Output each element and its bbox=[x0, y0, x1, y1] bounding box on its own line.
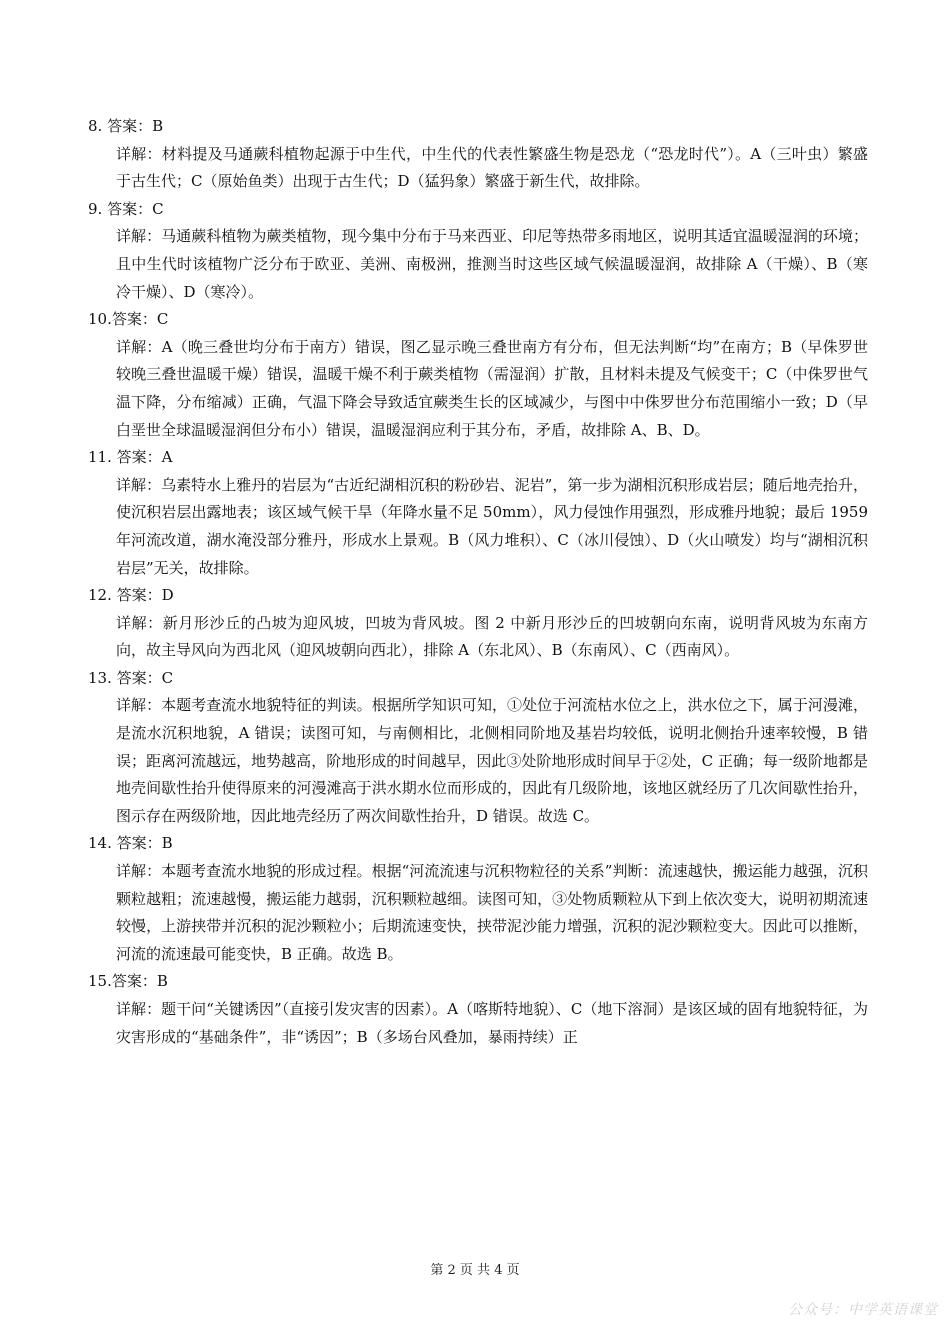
answer-detail: 详解：新月形沙丘的凸坡为迎风坡，凹坡为背风坡。图 2 中新月形沙丘的凹坡朝向东南，说明背风坡为东南方向，故主导风向为西北风（迎风坡朝向西北），排除 A（东北风）、B（东南风）、C（西南风）。 bbox=[116, 613, 868, 660]
answer-label: 15.答案：B bbox=[88, 972, 168, 991]
answer-item-15 bbox=[88, 968, 868, 1051]
answer-item-11 bbox=[88, 444, 868, 582]
answer-detail: 详解：题干问“关键诱因”（直接引发灾害的因素）。A（喀斯特地貌）、C（地下溶洞）是该区域的固有地貌特征，为灾害形成的“基础条件”，非“诱因”；B（多场台风叠加，暴雨持续）正 bbox=[116, 1000, 868, 1046]
watermark: 公众号：中学英语课堂 bbox=[788, 1302, 938, 1318]
answer-item-8 bbox=[88, 113, 868, 196]
answer-item-13 bbox=[88, 665, 868, 831]
answer-item-10 bbox=[88, 306, 868, 444]
answer-item-9 bbox=[88, 196, 868, 306]
answer-item-14 bbox=[88, 830, 868, 968]
answer-label: 9. 答案：C bbox=[88, 199, 164, 218]
answer-label: 11. 答案：A bbox=[88, 448, 173, 467]
answer-detail: 详解：马通蕨科植物为蕨类植物，现今集中分布于马来西亚、印尼等热带多雨地区，说明其适宜温暖湿润的环境；且中生代时该植物广泛分布于欧亚、美洲、南极洲，推测当时这些区域气候温暖湿润，故排除 A（干燥）、B（寒冷干燥）、D（寒冷）。 bbox=[116, 227, 868, 301]
answer-label: 12. 答案：D bbox=[88, 586, 174, 605]
answer-detail: 详解：本题考查流水地貌的形成过程。根据“河流流速与沉积物粒径的关系”判断：流速越快，搬运能力越强，沉积颗粒越粗；流速越慢，搬运能力越弱，沉积颗粒越细。读图可知，③处物质颗粒从下到上依次变大，说明初期流速较慢，上游挟带并沉积的泥沙颗粒小；后期流速变快，挟带泥沙能力增强，沉积的泥沙颗粒变大。因此可以推断，河流的流速最可能变快，B 正确。故选 B。 bbox=[116, 862, 868, 963]
answer-detail: 详解：材料提及马通蕨科植物起源于中生代，中生代的代表性繁盛生物是恐龙（“恐龙时代”）。A（三叶虫）繁盛于古生代；C（原始鱼类）出现于古生代；D（猛犸象）繁盛于新生代，故排除。 bbox=[116, 144, 868, 191]
page-number: 第 2 页 共 4 页 bbox=[430, 1263, 520, 1278]
answer-label: 10.答案：C bbox=[88, 310, 169, 329]
answer-detail: 详解：本题考查流水地貌特征的判读。根据所学知识可知，①处位于河流枯水位之上，洪水位之下，属于河漫滩，是流水沉积地貌，A 错误；读图可知，与南侧相比，北侧相同阶地及基岩均较低，说明北侧抬升速率较慢，B 错误；距离河流越远，地势越高，阶地形成的时间越早，因此③处阶地形成时间早于②处，C 正确；每一级阶地都是地壳间歇性抬升使得原来的河漫滩高于洪水期水位而形成的，因此有几级阶地，该地区就经历了几次间歇性抬升，图示存在两级阶地，因此地壳经历了两次间歇性抬升，D 错误。故选 C。 bbox=[116, 696, 868, 825]
answer-label: 8. 答案：B bbox=[88, 117, 164, 135]
answer-label: 14. 答案：B bbox=[88, 834, 173, 853]
answer-item-12 bbox=[88, 582, 868, 665]
answer-detail: 详解：A（晚三叠世均分布于南方）错误，图乙显示晚三叠世南方有分布，但无法判断“均”在南方；B（早侏罗世较晚三叠世温暖干燥）错误，温暖干燥不利于蕨类植物（需湿润）扩散，且材料未提及气候变干；C（中侏罗世气温下降，分布缩减）正确，气温下降会导致适宜蕨类生长的区域减少，与图中中侏罗世分布范围缩小一致；D（早白垩世全球温暖湿润但分布小）错误，温暖湿润应利于其分布，矛盾，故排除 A、B、D。 bbox=[116, 337, 868, 439]
answer-list bbox=[88, 113, 868, 1051]
answer-detail: 详解：乌素特水上雅丹的岩层为“古近纪湖相沉积的粉砂岩、泥岩”，第一步为湖相沉积形成岩层；随后地壳抬升，使沉积岩层出露地表；该区域气候干旱（年降水量不足 50mm），风力侵蚀作用强烈，形成雅丹地貌；最后 1959 年河流改道，湖水淹没部分雅丹，形成水上景观。B（风力堆积）、C（冰川侵蚀）、D（火山喷发）均与“湖相沉积岩层”无关，故排除。 bbox=[116, 475, 868, 577]
answer-label: 13. 答案：C bbox=[88, 668, 174, 687]
